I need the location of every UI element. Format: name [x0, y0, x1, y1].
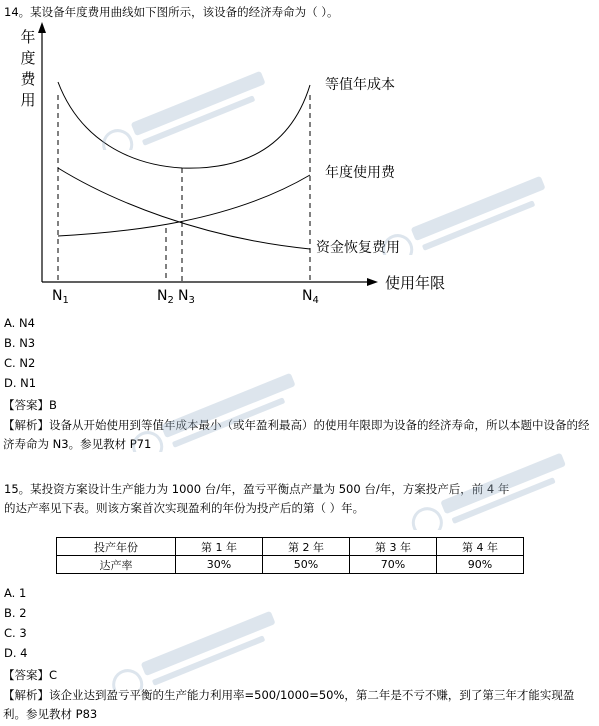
- watermark-logo: [100, 610, 300, 690]
- curve-total-cost: [58, 82, 310, 168]
- q15-option-d: D. 4: [4, 646, 28, 660]
- q15-option-c: C. 3: [4, 626, 27, 640]
- curve-recovery-label: 资金恢复费用: [316, 240, 400, 256]
- table-cell: 90%: [437, 556, 524, 574]
- table-cell: 50%: [263, 556, 350, 574]
- curve-total-label: 等值年成本: [325, 77, 395, 93]
- q14-answer: 【答案】B: [3, 398, 57, 412]
- curve-recovery-cost: [58, 168, 310, 249]
- table-cell: 第 2 年: [263, 538, 350, 556]
- y-axis-arrow: [38, 22, 46, 33]
- tick-n1: $N_1$: [52, 288, 69, 306]
- q14-option-a: A. N4: [4, 316, 35, 330]
- q14-explanation: 【解析】设备从开始使用到等值年成本最小（或年盈利最高）的使用年限即为设备的经济寿命，所以本题中设备的经济寿命为 N3。参见教材 P71: [3, 418, 590, 451]
- q14-option-d: D. N1: [4, 376, 37, 390]
- table-cell: 投产年份: [57, 538, 176, 556]
- table-cell: 第 4 年: [437, 538, 524, 556]
- q15-option-b: B. 2: [4, 606, 27, 620]
- q15-option-a: A. 1: [4, 586, 27, 600]
- table-cell: 第 3 年: [350, 538, 437, 556]
- curve-operating-cost: [58, 175, 310, 236]
- q15-title-line1: 15。某投资方案设计生产能力为 1000 台/年，盈亏平衡点产量为 500 台/年，方案投产后，前 4 年: [4, 482, 510, 496]
- curve-operating-label: 年度使用费: [325, 165, 395, 181]
- y-label-char: 费: [20, 70, 36, 88]
- q15-rate-table: [56, 537, 524, 574]
- tick-n3: $N_3$: [178, 288, 195, 306]
- q14-cost-curve-chart: [0, 22, 470, 307]
- table-cell: 第 1 年: [176, 538, 263, 556]
- table-row: [57, 556, 524, 574]
- x-axis-arrow: [367, 278, 378, 286]
- y-label-char: 度: [20, 49, 36, 67]
- y-label-char: 用: [20, 91, 36, 109]
- q15-title-line2: 的达产率见下表。则该方案首次实现盈利的年份为投产后的第（ ）年。: [4, 501, 365, 515]
- x-axis-label: 使用年限: [385, 274, 446, 292]
- q14-option-c: C. N2: [4, 356, 36, 370]
- tick-n2: $N_2$: [157, 288, 174, 306]
- table-cell: 70%: [350, 556, 437, 574]
- q15-answer: 【答案】C: [3, 668, 58, 682]
- q15-explanation: 【解析】该企业达到盈亏平衡的生产能力利用率=500/1000=50%，第二年是不亏不赚，到了第三年才能实现盈利。参见教材 P83: [3, 688, 575, 721]
- table-cell: 30%: [176, 556, 263, 574]
- y-label-char: 年: [20, 28, 36, 46]
- q14-title: 14。某设备年度费用曲线如下图所示，该设备的经济寿命为（ ）。: [4, 5, 339, 19]
- table-cell: 达产率: [57, 556, 176, 574]
- tick-n4: $N_4$: [302, 288, 319, 306]
- table-header-row: [57, 538, 524, 556]
- q14-option-b: B. N3: [4, 336, 36, 350]
